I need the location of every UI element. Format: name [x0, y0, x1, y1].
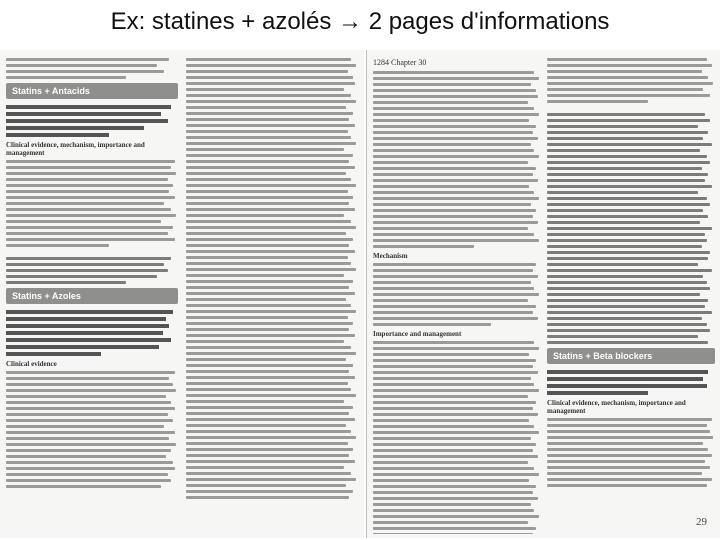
box-heading-antacids: Statins + Antacids [6, 83, 178, 99]
right-page-column-2 [547, 58, 715, 534]
right-document-page [366, 50, 720, 538]
section-heading-mechanism: Mechanism [373, 252, 408, 260]
left-page-column-1 [6, 58, 178, 534]
right-page-column-1 [373, 58, 541, 534]
box-heading-azoles: Statins + Azoles [6, 288, 178, 304]
left-page-column-2 [186, 58, 358, 534]
section-heading-importance: Importance and management [373, 330, 462, 338]
page-header: 1284 Chapter 30 [373, 58, 427, 67]
left-document-page [0, 50, 364, 538]
section-heading-clinical-evidence-2: Clinical evidence [6, 360, 57, 368]
slide-title: Ex: statines + azolés → 2 pages d'informations [110, 8, 610, 35]
page-number: 29 [696, 516, 707, 528]
box-heading-beta-blockers: Statins + Beta blockers [547, 348, 715, 364]
section-heading-clinical-evidence: Clinical evidence, mechanism, importance and management [6, 141, 145, 157]
section-heading-clinical-evidence-right: Clinical evidence, mechanism, importance and management [547, 399, 686, 415]
